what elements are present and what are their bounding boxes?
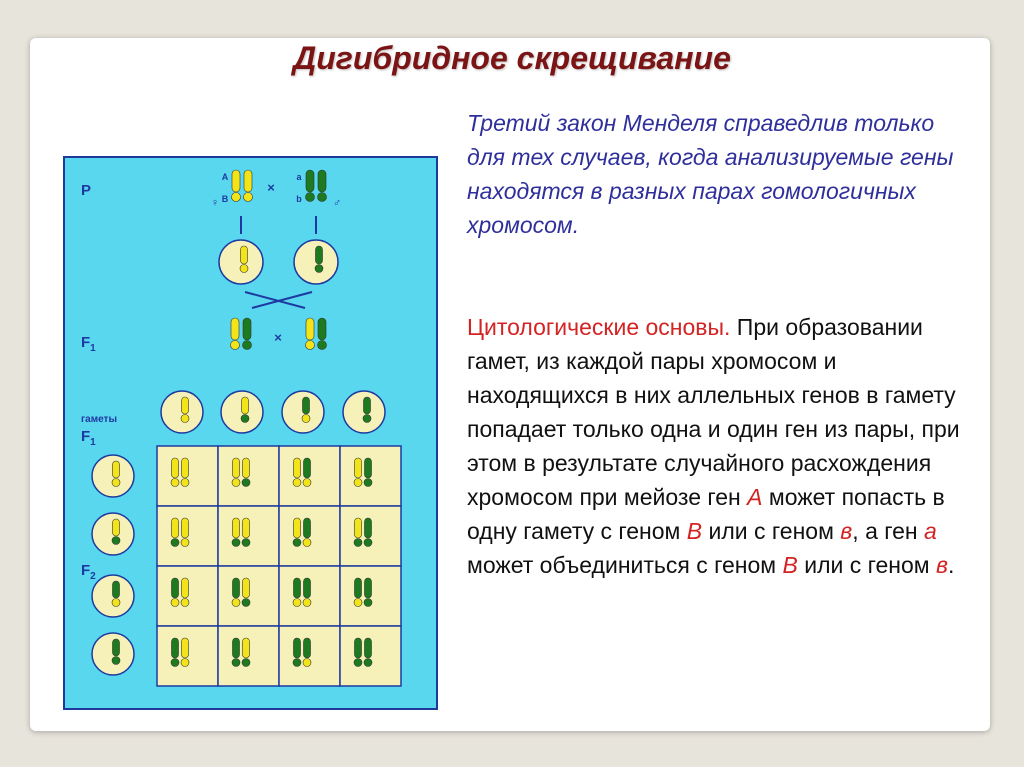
label-f2: $F_2$: [81, 562, 96, 582]
slide-title: Дигибридное скрещивание: [293, 40, 731, 76]
gamete-top-chromosome-0: [182, 397, 189, 414]
punnett-chr-b-0-1: [243, 458, 250, 478]
gamete-side-chromosome-1: [113, 519, 120, 536]
punnett-chr-a-2-3: [355, 578, 362, 598]
punnett-chr-a-1-1-ball: [232, 539, 240, 547]
punnett-chr-a-2-0-ball: [171, 599, 179, 607]
gamete-side-chromosome-1-ball: [112, 537, 120, 545]
mendel-third-law-text: Третий закон Менделя справедлив только для тех случаев, когда анализируемые гены находятся в разных парах гомологичных хромосом.: [467, 110, 954, 238]
gene-b-recessive: в: [840, 518, 853, 544]
p-gamete-chromosome-0: [241, 246, 248, 264]
punnett-chr-a-1-3: [355, 518, 362, 538]
punnett-chr-a-1-0: [172, 518, 179, 538]
chromosome-p-male-2-ball: [318, 193, 327, 202]
punnett-chr-a-3-3-ball: [354, 659, 362, 667]
gene-b-dominant: В: [686, 518, 703, 544]
punnett-chr-a-2-3-ball: [354, 599, 362, 607]
gamete-top-chromosome-0-ball: [181, 415, 189, 423]
chromosome-p-female-2: [244, 170, 252, 192]
punnett-chr-b-0-0: [182, 458, 189, 478]
punnett-chr-a-0-0: [172, 458, 179, 478]
punnett-chr-b-3-0: [182, 638, 189, 658]
punnett-chr-a-1-1: [233, 518, 240, 538]
gene-label-a: a: [296, 172, 302, 182]
gene-a-recessive: а: [924, 518, 937, 544]
punnett-chr-b-3-1: [243, 638, 250, 658]
label-f1: $F_1$: [81, 334, 96, 354]
punnett-chr-b-1-3: [365, 518, 372, 538]
p-gamete-chromosome-1-ball: [315, 265, 323, 273]
gamete-side-chromosome-3-ball: [112, 657, 120, 665]
gene-b-recessive-2: в: [936, 552, 949, 578]
cross-diagram-svg: [65, 158, 436, 708]
chromosome-p-male-1-ball: [306, 193, 315, 202]
gamete-top-chromosome-2-ball: [302, 415, 310, 423]
gene-b-dominant-2: В: [782, 552, 798, 578]
gamete-side-chromosome-2-ball: [112, 599, 120, 607]
gamete-side-chromosome-0: [113, 461, 120, 478]
female-sign: ♀: [210, 197, 220, 209]
punnett-chr-b-2-2-ball: [303, 599, 311, 607]
punnett-chr-b-2-3-ball: [364, 599, 372, 607]
punnett-chr-b-2-2: [304, 578, 311, 598]
gamete-top-chromosome-1: [242, 397, 249, 414]
chromosome-p-male-2: [318, 170, 326, 192]
punnett-chr-b-3-0-ball: [181, 659, 189, 667]
gamete-side-chromosome-0-ball: [112, 479, 120, 487]
punnett-chr-a-3-2: [294, 638, 301, 658]
punnett-chr-a-0-1: [233, 458, 240, 478]
f1-chromosome-g-0-ball: [243, 341, 252, 350]
gene-label-B: B: [221, 194, 229, 204]
cross-arrow-2: [252, 292, 312, 308]
punnett-chr-a-0-0-ball: [171, 479, 179, 487]
f1-chromosome-g-1: [318, 318, 326, 340]
punnett-chr-b-1-1: [243, 518, 250, 538]
punnett-chr-a-3-2-ball: [293, 659, 301, 667]
punnett-chr-b-0-1-ball: [242, 479, 250, 487]
punnett-chr-b-3-3-ball: [364, 659, 372, 667]
f1-chromosome-y-0: [231, 318, 239, 340]
chromosome-p-female-2-ball: [244, 193, 253, 202]
punnett-chr-b-1-1-ball: [242, 539, 250, 547]
gene-a-dominant: А: [747, 484, 763, 510]
punnett-chr-a-0-3-ball: [354, 479, 362, 487]
punnett-chr-a-3-1-ball: [232, 659, 240, 667]
chromosome-p-female-1-ball: [232, 193, 241, 202]
punnett-chr-a-3-0-ball: [171, 659, 179, 667]
gene-label-b: b: [296, 194, 302, 204]
punnett-chr-b-1-3-ball: [364, 539, 372, 547]
label-p: P: [81, 182, 92, 199]
punnett-chr-a-0-2: [294, 458, 301, 478]
punnett-chr-a-2-2-ball: [293, 599, 301, 607]
punnett-chr-a-0-2-ball: [293, 479, 301, 487]
punnett-chr-b-0-2-ball: [303, 479, 311, 487]
male-sign: ♂: [332, 197, 342, 209]
punnett-chr-a-0-3: [355, 458, 362, 478]
f1-cross-sign: ×: [274, 330, 282, 345]
f1-chromosome-y-1: [306, 318, 314, 340]
cytological-basis-text: Цитологические основы. При образовании гамет, из каждой пары хромосом и находящихся в них аллельных генов в гамету попадает только одна и один ген из пары, при этом в результате случайного расхождения хромосом при мейозе ген А может попасть в одну гамету с геном В или с геном в, а ген а может объединиться с геном В или с геном в.: [467, 314, 960, 578]
punnett-chr-a-2-2: [294, 578, 301, 598]
gamete-top-chromosome-1-ball: [241, 415, 249, 423]
label-gametes-f1: $F_1$: [81, 428, 96, 448]
gamete-side-chromosome-3: [113, 639, 120, 656]
punnett-chr-b-0-3-ball: [364, 479, 372, 487]
punnett-chr-a-2-0: [172, 578, 179, 598]
gamete-top-chromosome-2: [303, 397, 310, 414]
punnett-chr-b-3-3: [365, 638, 372, 658]
punnett-chr-a-3-1: [233, 638, 240, 658]
punnett-chr-b-2-1: [243, 578, 250, 598]
gene-label-A: A: [221, 172, 229, 182]
gamete-top-chromosome-3-ball: [363, 415, 371, 423]
dihybrid-cross-diagram: [63, 156, 438, 710]
label-gametes: гаметы: [81, 414, 117, 425]
chromosome-p-male-1: [306, 170, 314, 192]
p-gamete-chromosome-0-ball: [240, 265, 248, 273]
punnett-chr-a-2-1-ball: [232, 599, 240, 607]
punnett-chr-b-1-0-ball: [181, 539, 189, 547]
punnett-chr-b-3-2: [304, 638, 311, 658]
f1-chromosome-y-1-ball: [306, 341, 315, 350]
f1-chromosome-g-0: [243, 318, 251, 340]
punnett-chr-b-2-0-ball: [181, 599, 189, 607]
punnett-chr-a-2-1: [233, 578, 240, 598]
punnett-chr-a-1-2-ball: [293, 539, 301, 547]
punnett-chr-b-0-3: [365, 458, 372, 478]
punnett-chr-a-1-2: [294, 518, 301, 538]
cytological-basis-label: Цитологические основы.: [467, 314, 731, 340]
gamete-side-chromosome-2: [113, 581, 120, 598]
punnett-chr-a-3-3: [355, 638, 362, 658]
p-gamete-chromosome-1: [316, 246, 323, 264]
cross-arrow-1: [245, 292, 305, 308]
punnett-chr-b-3-1-ball: [242, 659, 250, 667]
cross-sign: ×: [267, 180, 275, 195]
punnett-chr-b-2-1-ball: [242, 599, 250, 607]
punnett-chr-b-3-2-ball: [303, 659, 311, 667]
f1-chromosome-g-1-ball: [318, 341, 327, 350]
punnett-chr-a-1-0-ball: [171, 539, 179, 547]
punnett-chr-b-2-0: [182, 578, 189, 598]
punnett-chr-a-3-0: [172, 638, 179, 658]
punnett-chr-a-0-1-ball: [232, 479, 240, 487]
punnett-chr-b-0-0-ball: [181, 479, 189, 487]
punnett-chr-b-1-2-ball: [303, 539, 311, 547]
punnett-chr-b-0-2: [304, 458, 311, 478]
punnett-chr-b-1-0: [182, 518, 189, 538]
chromosome-p-female-1: [232, 170, 240, 192]
punnett-chr-b-1-2: [304, 518, 311, 538]
punnett-chr-a-1-3-ball: [354, 539, 362, 547]
f1-chromosome-y-0-ball: [231, 341, 240, 350]
gamete-top-chromosome-3: [364, 397, 371, 414]
punnett-chr-b-2-3: [365, 578, 372, 598]
